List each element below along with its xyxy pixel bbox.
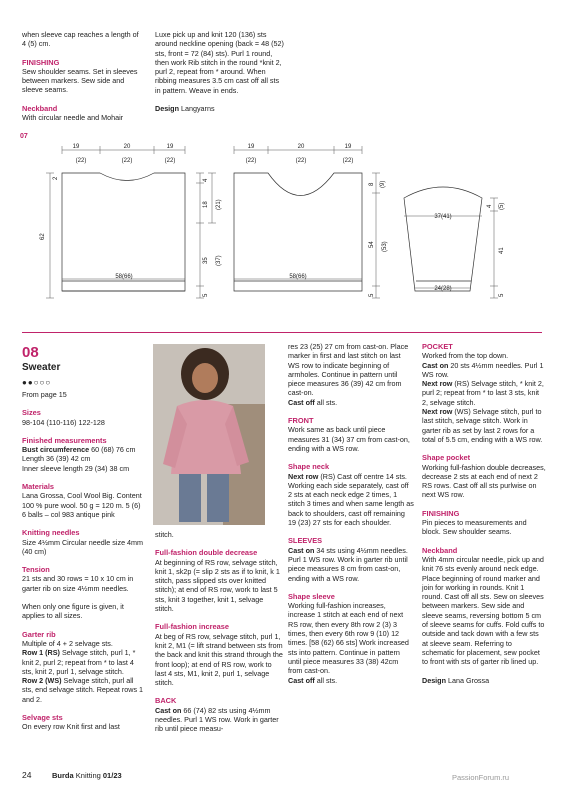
selvage-text: On every row Knit first and last bbox=[22, 722, 120, 732]
back-armhole-sub: (21) bbox=[216, 199, 222, 210]
back-dim-2: 20 bbox=[123, 144, 131, 150]
next-row-label: Next row bbox=[288, 471, 319, 481]
selvage-heading: Selvage sts bbox=[22, 713, 63, 723]
sleeve-top-width: 37(41) bbox=[434, 214, 452, 220]
neckband-text-2: With 4mm circular needle, pick up and knit 76 sts evenly around neck edge. Place beginning of round marker and join for working in rounds. Knit 1 round. Cast off all sts. Sew on sleeves between markers. Sew side and sleeve seams, reversing bottom 5 cm of sleeve seams for cuffs. Fold cuffs to outside and tack down with a few sts at sleeve seam. Referring to schematic for placement, sew pocket to front with sts of garter rib lined up. bbox=[422, 554, 545, 667]
back-cast-on-label: Cast on bbox=[155, 705, 182, 715]
back-width: 58(66) bbox=[115, 274, 133, 280]
one-size-note: When only one figure is given, it applies to all sizes. bbox=[22, 602, 124, 621]
sleeve-bottom-width: 24(28) bbox=[434, 286, 452, 292]
finished-heading: Finished measurements bbox=[22, 435, 107, 445]
back-text: 66 (74) 82 sts using 4½mm needles. Purl 1 WS row. Work in garter rib until piece measu- bbox=[155, 705, 279, 734]
difficulty-rating: ●●○○○ bbox=[22, 378, 52, 387]
materials-text: Lana Grossa, Cool Wool Big. Content 100 % pure wool. 50 g = 120 m. 5 (6) 6 balls – col 983 antique pink bbox=[22, 491, 142, 519]
front-dim-1-sub: (22) bbox=[245, 158, 257, 164]
finishing-text: Sew shoulder seams. Set in sleeves between markers. Sew side and sleeve seams. bbox=[22, 66, 138, 95]
sleeve-cap: 4 bbox=[487, 204, 493, 208]
cast-off-label: Cast off bbox=[288, 397, 315, 407]
needles-heading: Knitting needles bbox=[22, 528, 80, 538]
top-column-2 bbox=[155, 30, 285, 122]
tension-heading: Tension bbox=[22, 565, 50, 575]
section-divider bbox=[22, 332, 542, 333]
sleeve-outline bbox=[404, 187, 482, 291]
shape-neck-text: (RS) Cast off centre 14 sts. Working each side separately, cast off 2 sts at each neck edge 2 times, 1 stitch 3 times and when same length as back to shoulders, cast off remaining 19 (23) 27 sts for each shoulder. bbox=[288, 471, 414, 528]
sleeve-rib: 5 bbox=[499, 293, 505, 297]
neckband-text: With circular needle and Mohair bbox=[22, 113, 124, 123]
ffd-heading: Full-fashion double decrease bbox=[155, 548, 258, 558]
finishing-heading: FINISHING bbox=[22, 57, 60, 67]
pattern-column-4 bbox=[422, 342, 546, 694]
pattern-column-1 bbox=[22, 390, 144, 741]
shape-pocket-heading: Shape pocket bbox=[422, 453, 471, 463]
pocket-next-row-rs: Next row bbox=[422, 379, 453, 389]
footer-magazine bbox=[52, 771, 122, 780]
watermark: PassionForum.ru bbox=[452, 773, 510, 782]
back-dim-3: 19 bbox=[166, 144, 174, 150]
footer-brand: Burda bbox=[52, 771, 74, 780]
front-dim-2-sub: (22) bbox=[295, 158, 307, 164]
front-length: 54 bbox=[369, 241, 375, 248]
pocket-next-row-ws: Next row bbox=[422, 407, 453, 417]
diagram-label: 07 bbox=[20, 133, 28, 140]
back-shoulder: 4 bbox=[203, 178, 209, 182]
pattern-number: 08 bbox=[22, 344, 39, 361]
row1-label: Row 1 (RS) bbox=[22, 648, 60, 658]
pocket-text-3: (RS) Selvage stitch, * knit 2, purl 2; repeat from * to last 3 sts, knit 2, selvage stitch. bbox=[422, 379, 544, 407]
neckband-heading: Neckband bbox=[22, 103, 58, 113]
back-continued: res 23 (25) 27 cm from cast-on. Place marker in first and last stitch on last WS row to indicate beginning of armholes. Continue in pattern until piece measures 36 (39) 42 cm from cast-on. bbox=[288, 342, 409, 398]
pocket-text-1: Worked from the top down. bbox=[422, 351, 509, 361]
sleeves-heading: SLEEVES bbox=[288, 536, 323, 546]
sizes-text: 98-104 (110-116) 122-128 bbox=[22, 417, 105, 427]
from-page: From page 15 bbox=[22, 390, 67, 399]
ffi-heading: Full-fashion increase bbox=[155, 622, 229, 632]
back-body-sub: (37) bbox=[216, 255, 222, 266]
materials-heading: Materials bbox=[22, 482, 55, 492]
shape-sleeve-text: Working full-fashion increases, increase 1 stitch at each end of next RS row, then every 8th row 2 (3) 3 times, then every 6th row 9 (10) 12 times. [58 (62) 66 sts] Work increased sts into pattern. Continue in pattern until piece measures 33 (38) 42cm from cast-on. bbox=[288, 601, 409, 676]
front-dim-2: 20 bbox=[297, 144, 305, 150]
sleeve-cast-on-label: Cast on bbox=[288, 545, 315, 555]
back-armhole: 18 bbox=[203, 201, 209, 208]
cast-off-text-2: all sts. bbox=[316, 675, 338, 685]
pattern-column-2 bbox=[155, 530, 283, 743]
row1-text: Selvage stitch, purl 1, * knit 2, purl 2; repeat from * to last 4 sts, knit 2, purl 1, selvage stitch. bbox=[22, 648, 136, 676]
ffd-text: At beginning of RS row, selvage stitch, knit 1, sk2p (= slip 2 sts as if to knit, k 1 stitch, pass slipped sts over knitted stitch); at end of RS row, work to last 5 sts, knit 3 together, knit 1, selvage stitch. bbox=[155, 557, 280, 614]
design-label: Design bbox=[155, 104, 179, 114]
sweater-photo bbox=[153, 344, 265, 525]
front-dim-1: 19 bbox=[247, 144, 255, 150]
back-dim-1-sub: (22) bbox=[75, 158, 87, 164]
bust-label: Bust circumference bbox=[22, 445, 90, 455]
pattern-title: Sweater bbox=[22, 362, 61, 373]
design-label-2: Design bbox=[422, 675, 446, 685]
sizes-heading: Sizes bbox=[22, 408, 41, 418]
back-rib: 5 bbox=[203, 293, 209, 297]
child-illustration bbox=[153, 344, 265, 525]
finishing-text-2: Pin pieces to measurements and block. Sew shoulder seams. bbox=[422, 518, 527, 537]
row2-label: Row 2 (WS) bbox=[22, 676, 62, 686]
back-dim-2-sub: (22) bbox=[121, 158, 133, 164]
design-name-2: Lana Grossa bbox=[447, 675, 490, 685]
footer-section: Knitting bbox=[75, 771, 101, 780]
back-length: 62 bbox=[40, 233, 46, 240]
sleeve-cap-sub: (5) bbox=[499, 202, 505, 210]
shape-pocket-text: Working full-fashion double decreases, decrease 2 sts at each end of next 2 RS rows. Cast off all sts purlwise on next WS row. bbox=[422, 462, 546, 500]
front-text: Work same as back until piece measures 31 (34) 37 cm from cast-on, ending with a WS row. bbox=[288, 425, 410, 453]
intro-text: when sleeve cap reaches a length of 4 (5) cm. bbox=[22, 30, 139, 49]
finishing-heading-2: FINISHING bbox=[422, 508, 460, 518]
front-length-sub: (53) bbox=[382, 241, 388, 252]
front-heading: FRONT bbox=[288, 416, 314, 426]
back-neck-depth: 2 bbox=[53, 176, 59, 180]
schematic-diagram bbox=[0, 128, 566, 318]
stitch-text: stitch. bbox=[155, 530, 174, 539]
top-column-1 bbox=[22, 30, 144, 131]
needles-text: Size 4½mm Circular needle size 4mm (40 cm) bbox=[22, 537, 144, 556]
sleeve-length: 41 bbox=[499, 247, 505, 254]
front-neck-sub: (9) bbox=[380, 180, 386, 188]
back-body: 35 bbox=[203, 257, 209, 264]
garter-text: Multiple of 4 + 2 selvage sts. bbox=[22, 638, 113, 648]
back-dim-3-sub: (22) bbox=[164, 158, 176, 164]
cast-off-text: all sts. bbox=[316, 397, 338, 407]
front-width: 58(66) bbox=[289, 274, 307, 280]
pocket-cast-on-label: Cast on bbox=[422, 360, 449, 370]
front-rib: 5 bbox=[369, 293, 375, 297]
neckline-text: Luxe pick up and knit 120 (136) sts around neckline opening (back = 48 (52) sts, front = 72 (84) sts). Purl 1 round, then work Rib stitch in the round *knit 2, purl 2, repeat from * around. When ribbing measures 3.5 cm cast off all sts in pattern. Weave in ends. bbox=[155, 30, 284, 95]
back-dim-1: 19 bbox=[72, 144, 80, 150]
sleeves-text: 34 sts using 4½mm needles. Purl 1 WS row. Work in garter rib until piece measures 8 cm from cast-on, ending with a WS row. bbox=[288, 545, 408, 583]
tension-text: 21 sts and 30 rows = 10 x 10 cm in garter rib on size 4½mm needles. bbox=[22, 574, 134, 593]
pocket-heading: POCKET bbox=[422, 342, 453, 351]
cast-off-label-2: Cast off bbox=[288, 675, 315, 685]
front-dim-3-sub: (22) bbox=[342, 158, 354, 164]
pocket-text-2: 20 sts 4½mm needles. Purl 1 WS row. bbox=[422, 360, 544, 379]
ffi-text: At beg of RS row, selvage stitch, purl 1, knit 2, M1 (= lift strand between sts from the back and knit this strand through the front loop); at end of RS row, work to last 4 sts, M1, knit 2, purl 1, selvage stitch. bbox=[155, 631, 283, 688]
page-number: 24 bbox=[22, 770, 32, 780]
length-text: Length 36 (39) 42 cm bbox=[22, 454, 91, 464]
shape-sleeve-heading: Shape sleeve bbox=[288, 591, 335, 601]
inner-sleeve-text: Inner sleeve length 29 (34) 38 cm bbox=[22, 463, 130, 473]
bust-value: 60 (68) 76 cm bbox=[91, 445, 136, 455]
front-dim-3: 19 bbox=[344, 144, 352, 150]
design-name: Langyarns bbox=[180, 104, 215, 114]
garter-heading: Garter rib bbox=[22, 629, 56, 639]
front-neck: 8 bbox=[369, 182, 375, 186]
pocket-text-4: (WS) Selvage stitch, purl to last stitch, selvage stitch. Work in garter rib as set by last 2 rows for a total of 5.5 cm, ending with a WS row. bbox=[422, 407, 543, 444]
row2-text: Selvage stitch, purl all sts, end selvage stitch. Repeat rows 1 and 2. bbox=[22, 676, 144, 704]
neckband-heading-2: Neckband bbox=[422, 545, 458, 555]
shape-neck-heading: Shape neck bbox=[288, 462, 330, 472]
back-heading: BACK bbox=[155, 696, 177, 706]
footer-issue: 01/23 bbox=[102, 771, 122, 780]
pattern-column-3 bbox=[288, 342, 414, 694]
